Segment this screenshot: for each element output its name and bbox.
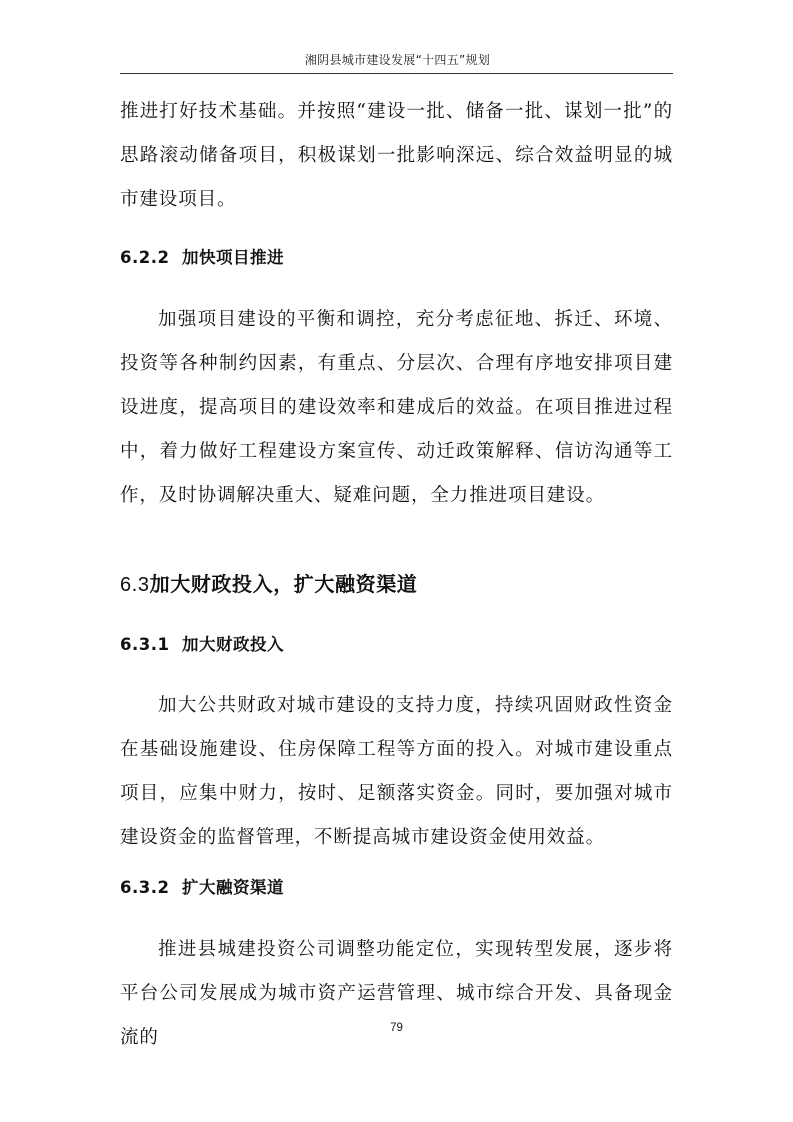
running-header: 湘阴县城市建设发展“十四五”规划	[304, 53, 491, 67]
paragraph-6-3-1-block	[120, 684, 673, 860]
heading-6-3-1-number: 6.3.1	[120, 635, 170, 654]
heading-6-3-title: 加大财政投入，扩大融资渠道	[149, 572, 418, 596]
heading-6-2-2-title: 加快项目推进	[182, 248, 284, 267]
header-rule	[120, 73, 673, 74]
page-number: 79	[390, 1022, 403, 1034]
paragraph-6-3-1: 加大公共财政对城市建设的支持力度，持续巩固财政性资金在基础设施建设、住房保障工程等方面的投入。对城市建设重点项目，应集中财力，按时、足额落实资金。同时，要加强对城市建设资金的监督管理，不断提高城市建设资金使用效益。	[120, 695, 673, 848]
paragraph-6-2-2-block	[120, 298, 673, 518]
paragraph-6-3-2: 推进县城建投资公司调整功能定位，实现转型发展，逐步将平台公司发展成为城市资产运营管理、城市综合开发、具备现金流的	[120, 939, 673, 1048]
paragraph-intro: 推进打好技术基础。并按照“建设一批、储备一批、谋划一批”的思路滚动储备项目，积极谋划一批影响深远、综合效益明显的城市建设项目。	[120, 101, 673, 210]
heading-6-3-2-title: 扩大融资渠道	[182, 878, 284, 897]
heading-6-3	[120, 570, 673, 599]
heading-6-3-2-number: 6.3.2	[120, 878, 170, 897]
heading-6-3-1-title: 加大财政投入	[182, 635, 284, 654]
paragraph-6-2-2: 加强项目建设的平衡和调控，充分考虑征地、拆迁、环境、投资等各种制约因素，有重点、分层次、合理有序地安排项目建设进度，提高项目的建设效率和建成后的效益。在项目推进过程中，着力做好工程建设方案宣传、动迁政策解释、信访沟通等工作，及时协调解决重大、疑难问题，全力推进项目建设。	[120, 309, 673, 506]
heading-6-3-1	[120, 633, 673, 657]
paragraph-6-3-2-block	[120, 928, 673, 1060]
heading-6-2-2-number: 6.2.2	[120, 248, 170, 267]
heading-6-3-number: 6.3	[120, 574, 150, 596]
paragraph-intro-block	[120, 90, 673, 222]
heading-6-3-2	[120, 876, 673, 900]
heading-6-2-2	[120, 246, 673, 270]
